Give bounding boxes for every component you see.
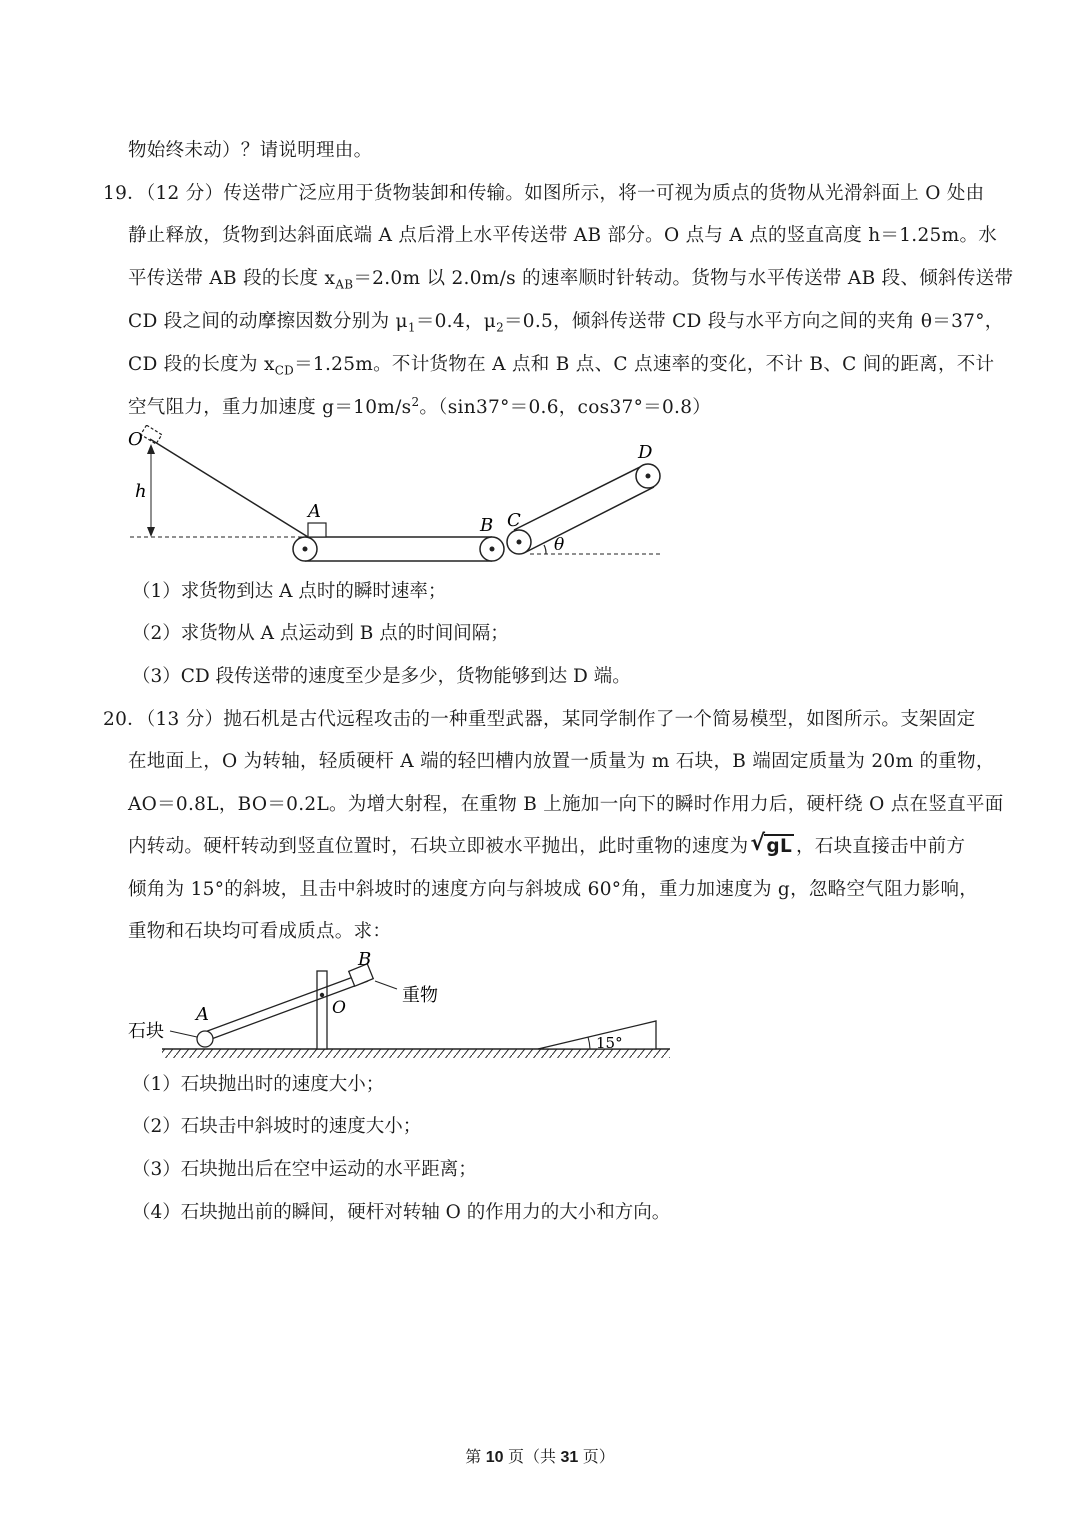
label-stone: 石块	[128, 1021, 164, 1042]
q19-line-6: 空气阻力，重力加速度 $g=10m/s^2$。（sin37°＝0.6，cos37°＝0.8）	[128, 394, 712, 418]
q19-line-4: CD 段之间的动摩擦因数分别为 $\mu_1=0.4$，$\mu_2=0.5$，倾斜传送带 CD 段与水平方向之间的夹角 θ＝37°，	[128, 311, 1004, 335]
q20-line-4: 内转动。硬杆转动到竖直位置时，石块立即被水平抛出，此时重物的速度为√ gL ，石块直接击中前方	[128, 833, 965, 861]
q19-sub-1: （1）求货物到达 A 点时的瞬时速率；	[132, 581, 447, 602]
sqrt-gl: √ gL	[750, 833, 794, 861]
label-h: h	[135, 481, 147, 502]
q19-sub-3: （3）CD 段传送带的速度至少是多少，货物能够到达 D 端。	[132, 666, 631, 687]
q20-line-1: 20．（13 分）抛石机是古代远程攻击的一种重型武器，某同学制作了一个简易模型，如图所示。支架固定	[103, 709, 976, 730]
q19-line-1: 19．（12 分）传送带广泛应用于货物装卸和传输。如图所示，将一可视为质点的货物从光滑斜面上 O 处由	[103, 183, 985, 204]
q19-line-3: 平传送带 AB 段的长度 $x_{AB}=2.0m$ 以 2.0m/s 的速率顺时针转动。货物与水平传送带 AB 段、倾斜传送带	[128, 268, 1014, 292]
q19-conveyor-diagram	[120, 425, 680, 570]
label-a2: A	[196, 1004, 209, 1025]
label-b2: B	[358, 949, 372, 970]
q19-line-2: 静止释放，货物到达斜面底端 A 点后滑上水平传送带 AB 部分。O 点与 A 点的竖直高度 h＝1.25m。水	[128, 225, 998, 246]
q20-sub-2: （2）石块击中斜坡时的速度大小；	[132, 1116, 422, 1137]
q20-line-2: 在地面上，O 为转轴，轻质硬杆 A 端的轻凹槽内放置一质量为 m 石块，B 端固定质量为 20m 的重物，	[128, 751, 995, 772]
q20-line-6: 重物和石块均可看成质点。求：	[128, 921, 392, 942]
q20-sub-1: （1）石块抛出时的速度大小；	[132, 1074, 385, 1095]
q20-line-5: 倾角为 15°的斜坡，且击中斜坡时的速度方向与斜坡成 60°角，重力加速度为 g，忽略空气阻力影响，	[128, 879, 979, 900]
q20-catapult-diagram	[120, 945, 680, 1065]
q19-line-5: CD 段的长度为 $x_{CD}=1.25m$。不计货物在 A 点和 B 点、C 点速率的变化，不计 B、C 间的距离，不计	[128, 354, 995, 378]
label-d: D	[638, 442, 653, 463]
page-footer: 第 10 页（共 31 页）	[465, 1449, 615, 1466]
q20-sub-3: （3）石块抛出后在空中运动的水平距离；	[132, 1159, 477, 1180]
q20-line-3: AO＝0.8L，BO＝0.2L。为增大射程，在重物 B 上施加一向下的瞬时作用力后，硬杆绕 O 点在竖直平面	[128, 794, 1004, 815]
label-a: A	[308, 501, 321, 522]
page-number: 10	[485, 1449, 504, 1466]
label-theta: θ	[554, 535, 565, 555]
label-o: O	[128, 429, 143, 450]
label-angle: 15°	[596, 1034, 623, 1052]
q19-sub-2: （2）求货物从 A 点运动到 B 点的时间间隔；	[132, 623, 509, 644]
label-weight: 重物	[402, 985, 438, 1006]
page-total: 31	[560, 1449, 579, 1466]
label-b: B	[480, 515, 494, 536]
label-c: C	[507, 510, 521, 531]
q18-tail-line: 物始终未动）？请说明理由。	[128, 140, 373, 161]
q20-sub-4: （4）石块抛出前的瞬间，硬杆对转轴 O 的作用力的大小和方向。	[132, 1202, 671, 1223]
label-o2: O	[332, 998, 346, 1018]
